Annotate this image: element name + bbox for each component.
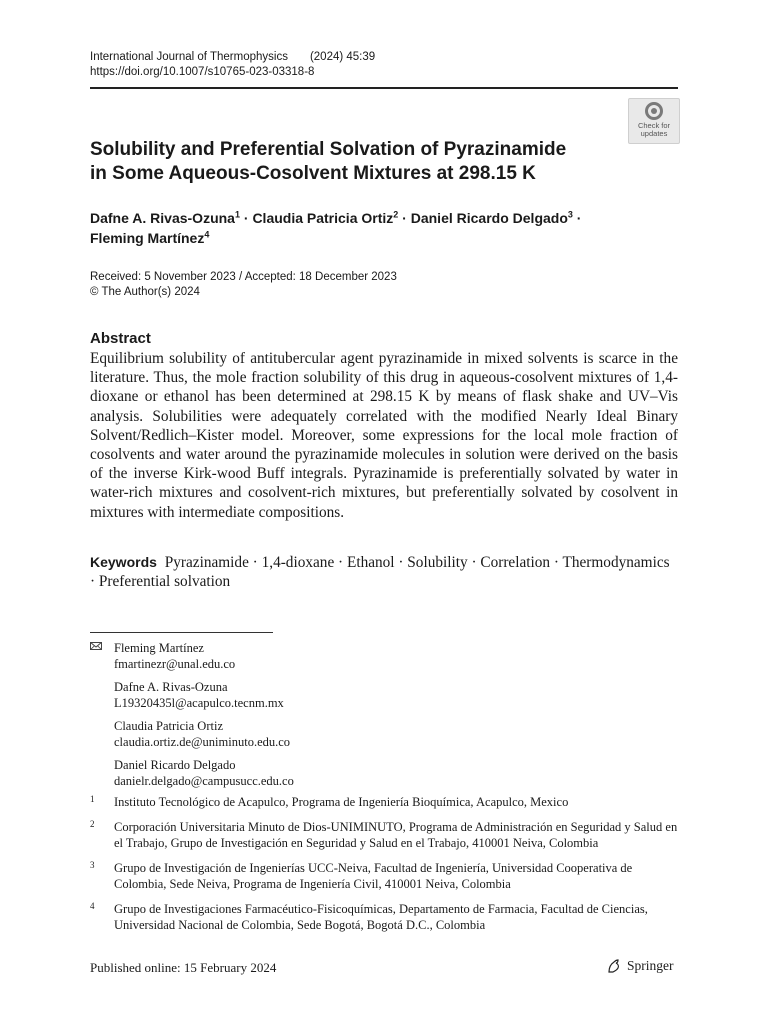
author-list: Dafne A. Rivas-Ozuna$^1$ · Claudia Patricia Ortiz$^2$ · Daniel Ricardo Delgado$^3$ · Fleming Martínez$^4$ [90, 209, 582, 246]
affiliation-text: Instituto Tecnológico de Acapulco, Programa de Ingeniería Bioquímica, Acapulco, Mexico [114, 795, 569, 809]
author-name[interactable]: Fleming Martínez [90, 230, 205, 246]
contact-name: Claudia Patricia Ortiz [114, 719, 223, 733]
affiliation-text: Grupo de Investigaciones Farmacéutico-Fisicoquímicas, Departamento de Farmacia, Facultad de Ciencias, Universidad Nacional de Colombia, Sede Bogotá, Bogotá D.C., Colombia [114, 902, 648, 932]
keywords-text: Pyrazinamide · 1,4-dioxane · Ethanol · Solubility · Correlation · Thermodynamics · Preferential solvation [90, 554, 670, 591]
publisher-name: Springer [627, 958, 674, 973]
author-name[interactable]: Dafne A. Rivas-Ozuna [90, 210, 235, 226]
check-for-updates-badge[interactable]: Check for updates [628, 98, 680, 144]
springer-horse-icon [606, 958, 622, 974]
affiliation-number: 1 [90, 794, 95, 804]
journal-header [90, 50, 375, 80]
footnote-rule [90, 632, 273, 633]
journal-name: International Journal of Thermophysics [90, 51, 288, 63]
check-updates-icon [645, 102, 663, 120]
publisher-logo [606, 958, 674, 974]
affiliation-list [90, 794, 680, 942]
envelope-icon [90, 642, 102, 650]
author-name[interactable]: Claudia Patricia Ortiz [252, 210, 394, 226]
contact-email[interactable]: fmartinezr@unal.edu.co [114, 657, 236, 671]
author-aff: 1 [234, 209, 240, 220]
journal-volume: (2024) 45:39 [309, 51, 376, 63]
affiliation-number: 4 [90, 901, 95, 911]
affiliation [90, 819, 680, 851]
contact-name: Daniel Ricardo Delgado [114, 758, 236, 772]
contact-entry [114, 640, 294, 672]
header-rule [90, 87, 678, 89]
doi-link[interactable]: https://doi.org/10.1007/s10765-023-03318-8 [90, 66, 315, 78]
published-online: Published online: 15 February 2024 [90, 960, 277, 975]
abstract-heading: Abstract [90, 330, 151, 347]
abstract-text: Equilibrium solubility of antitubercular agent pyrazinamide in mixed solvents is scarce in the literature. Thus, the mole fraction solubility of this drug in aqueous-cosolvent mixtures of 1,4-dioxane or ethanol has been determined at 298.15 K by means of flask shake and UV–Vis analysis. Solubilities were adequately correlated with the modified Nearly Ideal Binary Solvent/Redlich–Kister model. Moreover, some expressions for the local mole fraction of cosolvents and water around the pyrazinamide molecules in solution were derived on the basis of the inverse Kirk-wood Buff integrals. Pyrazinamide is preferentially solvated by water in water-rich mixtures and cosolvent-rich mixtures, but preferentially solvated by cosolvent in mixtures with intermediate compositions. [90, 350, 678, 521]
contact-list [114, 640, 294, 796]
author-aff: 4 [204, 229, 210, 240]
author-name[interactable]: Daniel Ricardo Delgado [410, 210, 568, 226]
keywords [90, 553, 678, 591]
affiliation-text: Corporación Universitaria Minuto de Dios-UNIMINUTO, Programa de Administración en Seguridad y Salud en el Trabajo, Grupo de Investigación en Seguridad y Salud en el Trabajo, 410001 Neiva, Colombia [114, 820, 678, 850]
author-aff: 3 [567, 209, 573, 220]
contact-entry [114, 679, 294, 711]
affiliation-number: 2 [90, 819, 95, 829]
paper-title: Solubility and Preferential Solvation of Pyrazinamide in Some Aqueous-Cosolvent Mixtures at 298.15 K [90, 139, 567, 184]
contact-email[interactable]: danielr.delgado@campusucc.edu.co [114, 774, 294, 788]
contact-email[interactable]: claudia.ortiz.de@uniminuto.edu.co [114, 735, 291, 749]
article-dates: Received: 5 November 2023 / Accepted: 18 December 2023 © The Author(s) 2024 [90, 271, 397, 298]
contact-name: Dafne A. Rivas-Ozuna [114, 680, 228, 694]
contact-email[interactable]: L19320435l@acapulco.tecnm.mx [114, 696, 284, 710]
contact-entry [114, 757, 294, 789]
affiliation [90, 794, 680, 810]
affiliation [90, 860, 680, 892]
affiliation-text: Grupo de Investigación de Ingenierías UCC-Neiva, Facultad de Ingeniería, Universidad Cooperativa de Colombia, Sede Neiva, Programa de Ingeniería Civil, 410001 Neiva, Colombia [114, 861, 633, 891]
affiliation [90, 901, 680, 933]
contact-entry [114, 718, 294, 750]
author-aff: 2 [393, 209, 399, 220]
keywords-heading: Keywords [90, 554, 157, 570]
affiliation-number: 3 [90, 860, 95, 870]
contact-name: Fleming Martínez [114, 641, 204, 655]
